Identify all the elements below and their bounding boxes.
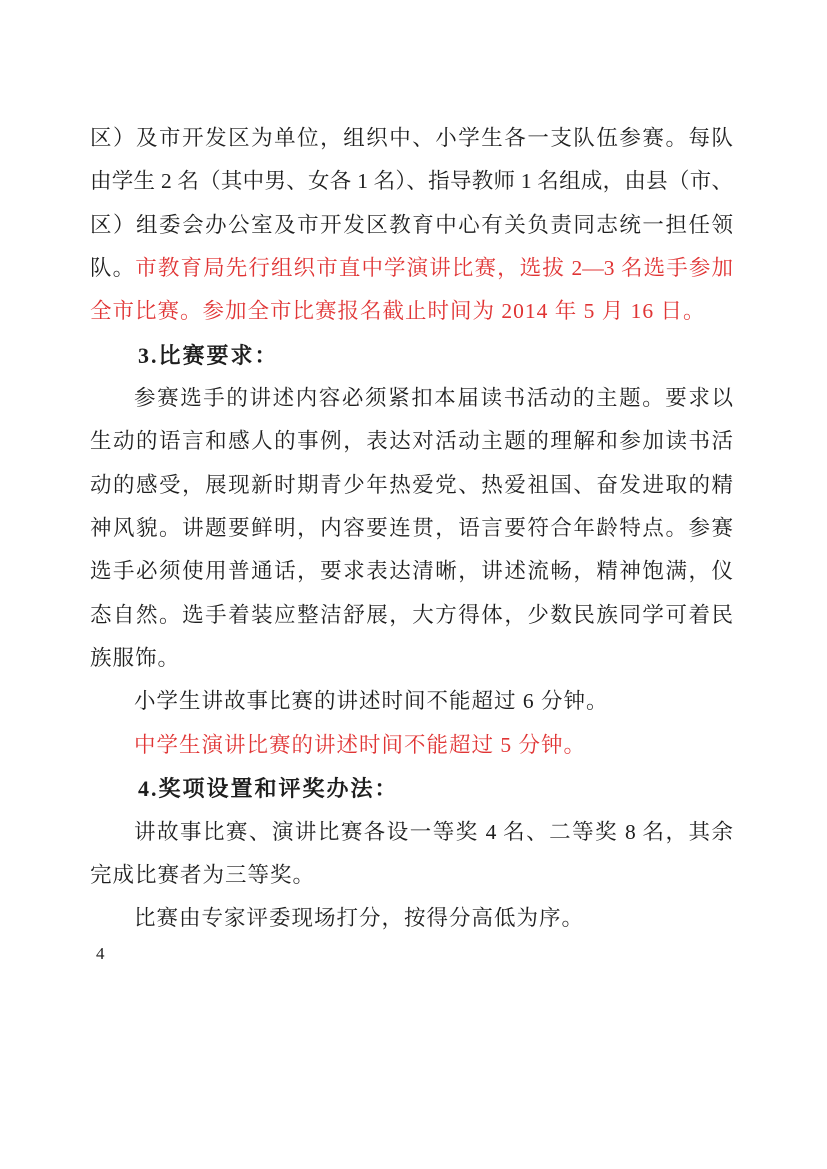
red-emphasis-line [90,290,733,333]
line-text: 由学生 2 名（其中男、女各 1 名）、指导教师 1 名组成，由县（市、 [90,169,733,194]
section-heading-competition-requirements [90,334,733,377]
paragraph-line [90,420,733,463]
line-text: 队。 [90,256,136,281]
paragraph-line [90,637,733,680]
red-emphasis-text: 市教育局先行组织市直中学演讲比赛，选拔 2—3 名选手参加 [135,256,733,281]
line-text: 参赛选手的讲述内容必须紧扣本届读书活动的主题。要求以 [134,386,733,411]
paragraph-line [90,811,733,854]
paragraph-line [90,507,733,550]
line-text: 区）组委会办公室及市开发区教育中心有关负责同志统一担任领 [90,212,733,237]
red-emphasis-text: 全市比赛。参加全市比赛报名截止时间为 2014 年 5 月 16 日。 [90,299,706,324]
section-heading-awards [90,767,733,810]
heading-text: 3.比赛要求： [138,342,279,368]
paragraph-line [90,377,733,420]
paragraph-line [90,897,733,940]
line-text: 态自然。选手着装应整洁舒展，大方得体，少数民族同学可着民 [90,602,733,627]
paragraph-line [90,680,733,723]
line-text: 比赛由专家评委现场打分，按得分高低为序。 [134,906,585,931]
line-text: 神风貌。讲题要鲜明，内容要连贯，语言要符合年龄特点。参赛 [90,516,733,541]
line-text: 族服饰。 [90,646,181,671]
page-number: 4 [96,944,105,963]
line-text: 生动的语言和感人的事例，表达对活动主题的理解和参加读书活 [90,429,733,454]
heading-text: 4.奖项设置和评奖办法： [138,776,399,802]
line-text: 动的感受，展现新时期青少年热爱党、热爱祖国、奋发进取的精 [90,472,733,497]
paragraph-line [90,117,733,160]
paragraph-line [90,550,733,593]
red-emphasis-text: 中学生演讲比赛的讲述时间不能超过 5 分钟。 [134,732,587,757]
paragraph-line [90,464,733,507]
paragraph-line [90,594,733,637]
line-text: 小学生讲故事比赛的讲述时间不能超过 6 分钟。 [134,689,609,714]
paragraph-line-mixed-color [90,247,733,290]
line-text: 选手必须使用普通话，要求表达清晰，讲述流畅，精神饱满，仪 [90,559,733,584]
line-text: 完成比赛者为三等奖。 [90,862,316,887]
red-emphasis-line [90,724,733,767]
paragraph-line [90,854,733,897]
paragraph-line [90,204,733,247]
line-text: 讲故事比赛、演讲比赛各设一等奖 4 名、二等奖 8 名，其余 [134,819,733,844]
line-text: 区）及市开发区为单位，组织中、小学生各一支队伍参赛。每队 [90,126,733,150]
paragraph-line [90,160,733,203]
document-body [90,117,733,941]
